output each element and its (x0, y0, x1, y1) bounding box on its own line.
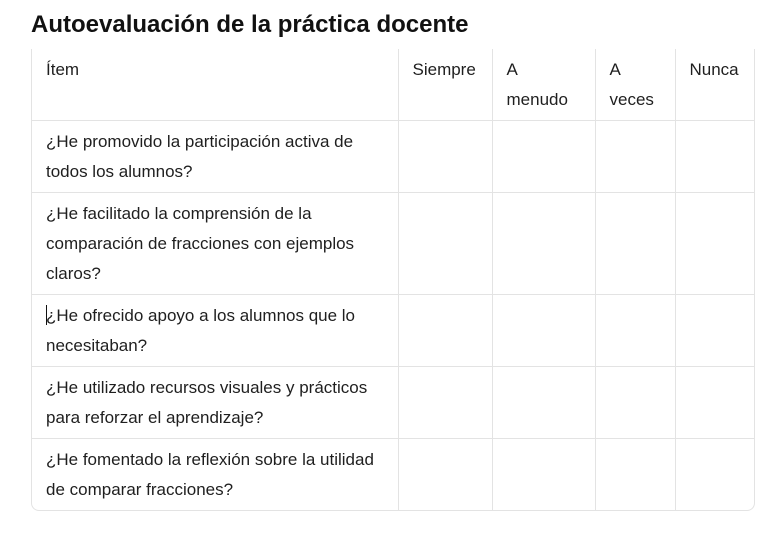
header-nunca: Nunca (675, 49, 755, 121)
header-a-menudo-line2: menudo (506, 90, 568, 109)
row-3-nunca-cell[interactable] (675, 295, 755, 367)
row-5-a-veces-cell[interactable] (595, 439, 675, 511)
header-a-veces-line2: veces (609, 90, 654, 109)
table-row (32, 295, 755, 367)
page-title: Autoevaluación de la práctica docente (31, 11, 469, 38)
header-item: Ítem (32, 49, 398, 121)
row-4-a-menudo-cell[interactable] (492, 367, 595, 439)
row-1-siempre-cell[interactable] (398, 121, 492, 193)
header-a-menudo-line1: A (506, 60, 518, 79)
row-1-a-menudo-cell[interactable] (492, 121, 595, 193)
row-3-siempre-cell[interactable] (398, 295, 492, 367)
row-1-item[interactable]: ¿He promovido la participación activa de todos los alumnos? (32, 121, 398, 193)
self-evaluation-table (32, 49, 755, 510)
row-4-nunca-cell[interactable] (675, 367, 755, 439)
row-2-a-menudo-cell[interactable] (492, 193, 595, 295)
table-row (32, 439, 755, 511)
row-3-item-text: ¿He ofrecido apoyo a los alumnos que lo necesitaban? (46, 306, 356, 355)
row-4-item[interactable]: ¿He utilizado recursos visuales y prácticos para reforzar el aprendizaje? (32, 367, 398, 439)
row-1-a-veces-cell[interactable] (595, 121, 675, 193)
row-2-nunca-cell[interactable] (675, 193, 755, 295)
row-3-a-menudo-cell[interactable] (492, 295, 595, 367)
row-5-siempre-cell[interactable] (398, 439, 492, 511)
table-row (32, 121, 755, 193)
header-a-veces-line1: A (609, 60, 621, 79)
row-2-item[interactable]: ¿He facilitado la comprensión de la comparación de fracciones con ejemplos claros? (32, 193, 398, 295)
row-1-nunca-cell[interactable] (675, 121, 755, 193)
row-3-a-veces-cell[interactable] (595, 295, 675, 367)
row-2-a-veces-cell[interactable] (595, 193, 675, 295)
row-3-item[interactable] (32, 295, 398, 367)
row-5-a-menudo-cell[interactable] (492, 439, 595, 511)
row-4-a-veces-cell[interactable] (595, 367, 675, 439)
header-a-veces (595, 49, 675, 121)
table-header-row (32, 49, 755, 121)
row-5-item[interactable]: ¿He fomentado la reflexión sobre la utilidad de comparar fracciones? (32, 439, 398, 511)
row-5-nunca-cell[interactable] (675, 439, 755, 511)
self-evaluation-table-container (31, 49, 755, 511)
table-row (32, 367, 755, 439)
row-4-siempre-cell[interactable] (398, 367, 492, 439)
row-2-siempre-cell[interactable] (398, 193, 492, 295)
table-row (32, 193, 755, 295)
header-a-menudo (492, 49, 595, 121)
header-siempre: Siempre (398, 49, 492, 121)
